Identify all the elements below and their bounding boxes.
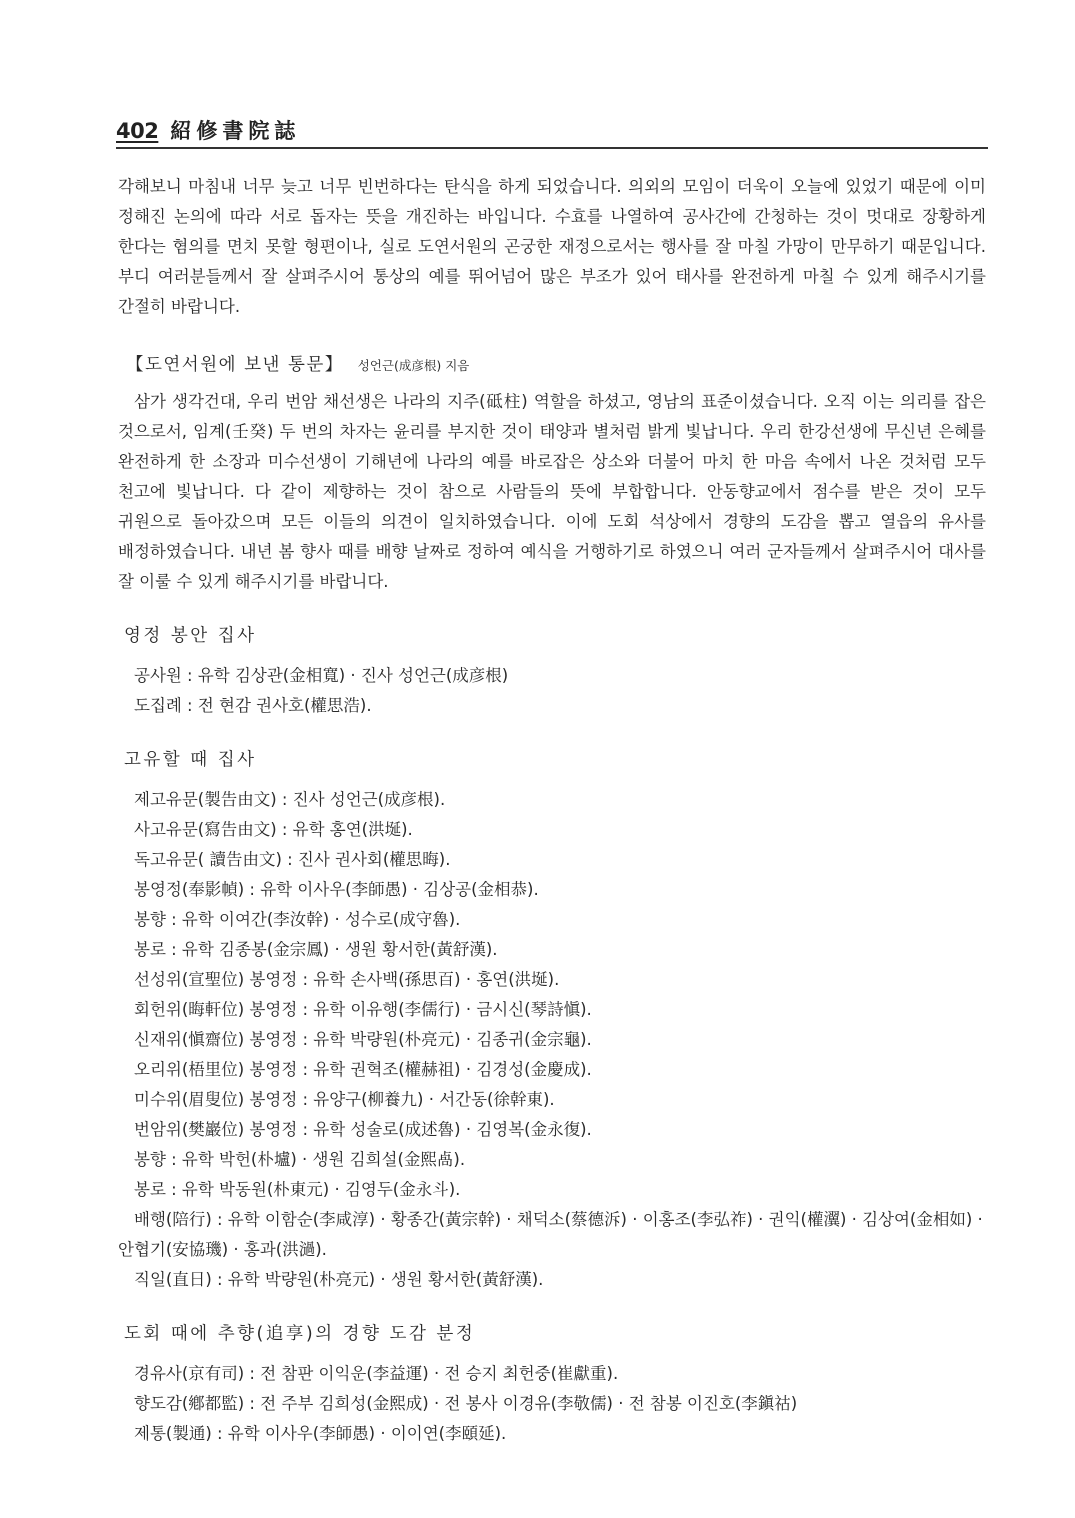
letter-title-row (126, 350, 986, 381)
page-header (116, 115, 988, 147)
list-item: 직일(直日) : 유학 박량원(朴亮元) · 생원 황서한(黃舒漢). (134, 1270, 544, 1289)
list-item: 신재위(愼齋位) 봉영정 : 유학 박량원(朴亮元) · 김종귀(金宗龜). (134, 1030, 592, 1049)
page-content (118, 172, 986, 1449)
letter-author: 성언근(成彦根) 지음 (357, 358, 470, 373)
list-item: 봉로 : 유학 김종봉(金宗鳳) · 생원 황서한(黃舒漢). (134, 940, 498, 959)
list-item: 미수위(眉叟位) 봉영정 : 유양구(柳養九) · 서간동(徐幹東). (134, 1090, 555, 1109)
header-rule (116, 147, 988, 149)
list-item: 독고유문( 讀告由文) : 진사 권사회(權思晦). (134, 850, 451, 869)
enshrinement-list (118, 661, 986, 721)
list-item: 경유사(京有司) : 전 참판 이익운(李益運) · 전 승지 최헌중(崔獻重). (134, 1364, 619, 1383)
list-item: 향도감(鄕都監) : 전 주부 김희성(金熙成) · 전 봉사 이경유(李敬儒) · 전 참봉 이진호(李鎭祜) (134, 1394, 798, 1413)
page-number: 402 (116, 119, 159, 143)
section-heading-announcement: 고유할 때 집사 (124, 750, 257, 770)
list-item: 선성위(宣聖位) 봉영정 : 유학 손사백(孫思百) · 홍연(洪埏). (134, 970, 560, 989)
list-item: 회헌위(晦軒位) 봉영정 : 유학 이유행(李儒行) · 금시신(琴詩愼). (134, 1000, 592, 1019)
intro-paragraph: 각해보니 마침내 너무 늦고 너무 빈번하다는 탄식을 하게 되었습니다. 의외의 모임이 더욱이 오늘에 있었기 때문에 이미 정해진 논의에 따라 서로 돕자는 뜻을 개진하는 바입니다. 수효를 나열하여 공사간에 간청하는 것이 멋대로 장황하게 한다는 혐의를 면치 못할 형편이나, 실로 도연서원의 곤궁한 재정으로서는 행사를 잘 마칠 가망이 만무하기 때문입니다. 부디 여러분들께서 잘 살펴주시어 통상의 예를 뛰어넘어 많은 부조가 있어 태사를 완전하게 마칠 수 있게 해주시기를 간절히 바랍니다. (118, 177, 986, 316)
list-item: 오리위(梧里位) 봉영정 : 유학 권혁조(權赫祖) · 김경성(金慶成). (134, 1060, 592, 1079)
list-item: 제통(製通) : 유학 이사우(李師愚) · 이이연(李頤延). (134, 1424, 507, 1443)
list-item: 봉영정(奉影幀) : 유학 이사우(李師愚) · 김상공(金相恭). (134, 880, 539, 899)
list-item: 봉로 : 유학 박동원(朴東元) · 김영두(金永斗). (134, 1180, 461, 1199)
list-item: 번암위(樊巖位) 봉영정 : 유학 성술로(成述魯) · 김영복(金永復). (134, 1120, 592, 1139)
list-item: 봉향 : 유학 박헌(朴壚) · 생원 김희설(金熙卨). (134, 1150, 466, 1169)
book-title: 紹修書院誌 (170, 118, 301, 143)
section-heading-enshrinement: 영정 봉안 집사 (124, 626, 257, 646)
list-item: 봉향 : 유학 이여간(李汝幹) · 성수로(成守魯). (134, 910, 461, 929)
list-item: 사고유문(寫告由文) : 유학 홍연(洪埏). (134, 820, 413, 839)
letter-body: 삼가 생각건대, 우리 번암 채선생은 나라의 지주(砥柱) 역할을 하셨고, 영남의 표준이셨습니다. 오직 이는 의리를 잡은 것으로서, 임계(壬癸) 두 번의 차자는 윤리를 부지한 것이 태양과 별처럼 밝게 빛납니다. 우리 한강선생에 무신년 은혜를 완전하게 한 소장과 미수선생이 기해년에 나라의 예를 바로잡은 상소와 더불어 마치 한 마음 속에서 나온 것처럼 모두 천고에 빛납니다. 다 같이 제향하는 것이 참으로 사람들의 뜻에 부합합니다. 안동향교에서 점수를 받은 것이 모두 귀원으로 돌아갔으며 모든 이들의 의견이 일치하였습니다. 이에 도회 석상에서 경향의 도감을 뽑고 열읍의 유사를 배정하였습니다. 내년 봄 향사 때를 배향 날짜로 정하여 예식을 거행하기로 하였으니 여러 군자들께서 살펴주시어 대사를 잘 이룰 수 있게 해주시기를 바랍니다. (118, 392, 986, 591)
announcement-list (118, 785, 986, 1295)
section-heading-assembly: 도회 때에 추향(追享)의 경향 도감 분정 (124, 1324, 476, 1344)
list-item: 공사원 : 유학 김상관(金相寬) · 진사 성언근(成彦根) (134, 666, 509, 685)
list-item: 제고유문(製告由文) : 진사 성언근(成彦根). (134, 790, 446, 809)
letter-title: 【도연서원에 보낸 통문】 (126, 355, 344, 375)
list-item: 도집례 : 전 현감 권사호(權思浩). (134, 696, 372, 715)
list-item: 배행(陪行) : 유학 이함순(李咸淳) · 황종간(黃宗幹) · 채덕소(蔡德泝) · 이홍조(李弘祚) · 권익(權瀷) · 김상여(金相如) · 안협기(安協璣) · 홍과(洪濄). (118, 1210, 983, 1259)
assembly-list (118, 1359, 986, 1449)
